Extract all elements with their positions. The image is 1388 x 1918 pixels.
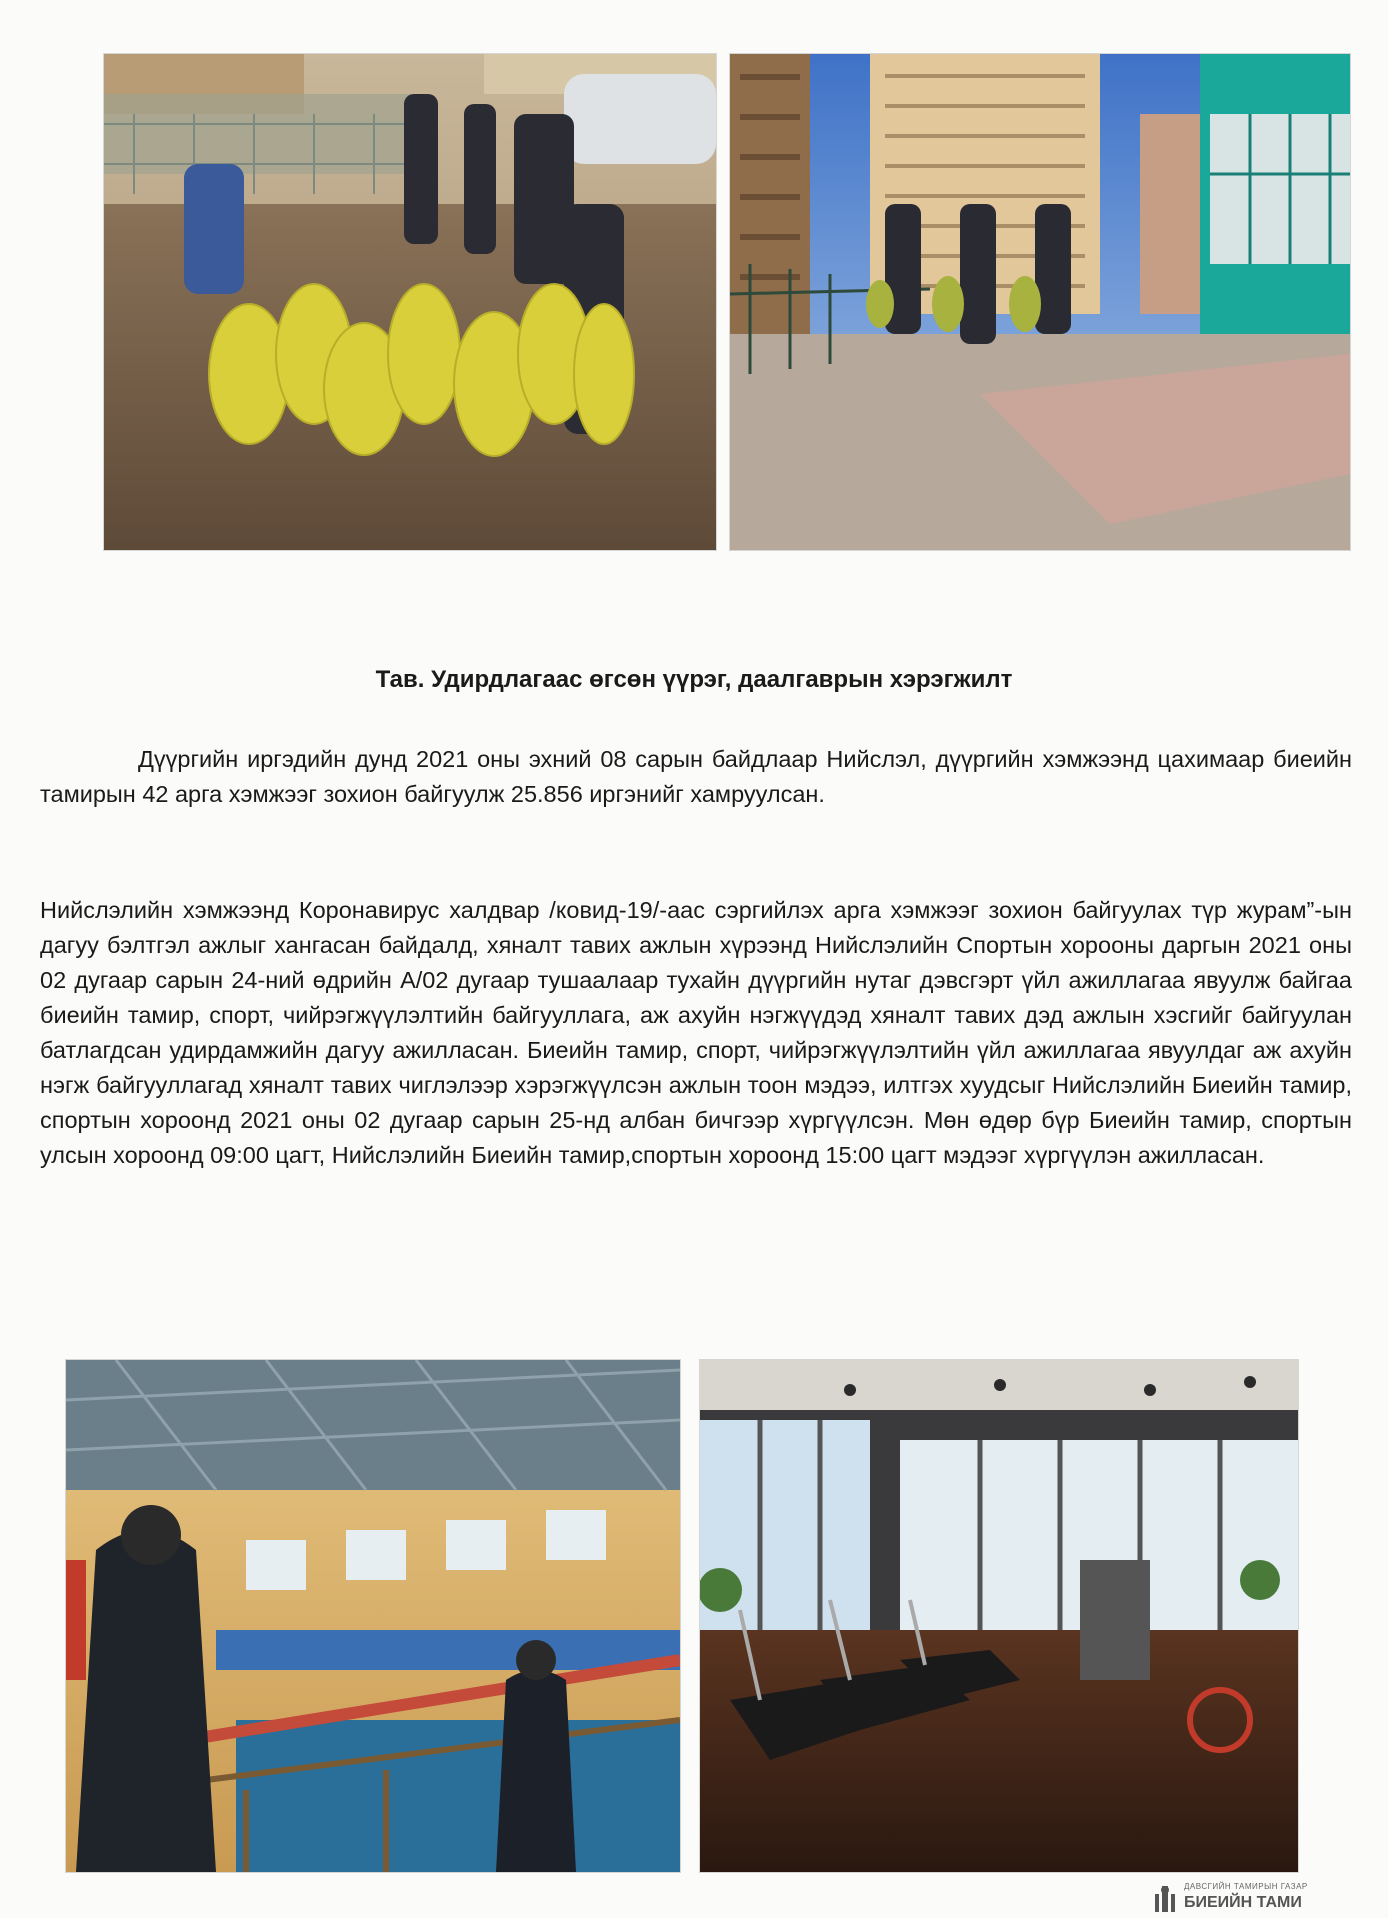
photo-workers-near-buildings [730, 54, 1350, 550]
footer-org-subtitle: ДАВСГИЙН ТАМИРЫН ГАЗАР [1184, 1882, 1308, 1891]
photo-gym-graphic [700, 1360, 1298, 1872]
soyombo-emblem-icon [1152, 1884, 1178, 1914]
footer-org-logo [1152, 1878, 1388, 1918]
paragraph-covid-control: Нийслэлийн хэмжээнд Коронавирус халдвар /ковид-19/-аас сэргийлэх арга хэмжээг зохион байгуулах түр журам”-ын дагуу бэлтгэл ажлыг хангасан байдалд, хяналт тавих ажлын хүрээнд Нийслэлийн Спортын хорооны даргын 2021 оны 02 дугаар сарын 24-ний өдрийн А/02 дугаар тушаалаар тухайн дүүргийн нутаг дэвсгэрт үйл ажиллагаа явуулж байгаа биеийн тамир, спорт, чийрэгжүүлэлтийн байгууллага, аж ахуйн нэгжүүдэд хяналт тавих дэд ажлын хэсгийг байгуулан батлагдсан удирдамжийн дагуу ажилласан. Биеийн тамир, спорт, чийрэгжүүлэлтийн үйл ажиллагаа явуулдаг аж ахуйн нэгж байгууллагад хяналт тавих чиглэлээр хэрэгжүүлсэн ажлын тоон мэдээ, илтгэх хуудсыг Нийслэлийн Биеийн тамир, спортын хороонд 2021 оны 02 дугаар сарын 25-нд албан бичгээр хүргүүлсэн. Мөн өдөр бүр Биеийн тамир, спортын улсын хороонд 09:00 цагт, Нийслэлийн Биеийн тамир,спортын хороонд 15:00 цагт мэдээг хүргүүлэн ажилласан. [40, 897, 1352, 1168]
paragraph-citizen-events: Дүүргийн иргэдийн дунд 2021 оны эхний 08 сарын байдлаар Нийслэл, дүүргийн хэмжээнд цахимаар биеийн тамирын 42 арга хэмжээг зохион байгуулж 25.856 иргэнийг хамруулсан. [40, 746, 1352, 807]
footer-org-name: БИЕИЙН ТАМИ [1184, 1894, 1302, 1911]
photo-workers-graphic [730, 54, 1350, 550]
section-title: Тав. Удирдлагаас өгсөн үүрэг, даалгаврын хэрэгжилт [375, 666, 1013, 693]
photo-volunteers-graphic [104, 54, 716, 550]
photo-sports-hall-inspection [66, 1360, 680, 1872]
photo-volunteers-collecting-bags [104, 54, 716, 550]
photo-sports-hall-graphic [66, 1360, 680, 1872]
photo-gym-treadmills [700, 1360, 1298, 1872]
